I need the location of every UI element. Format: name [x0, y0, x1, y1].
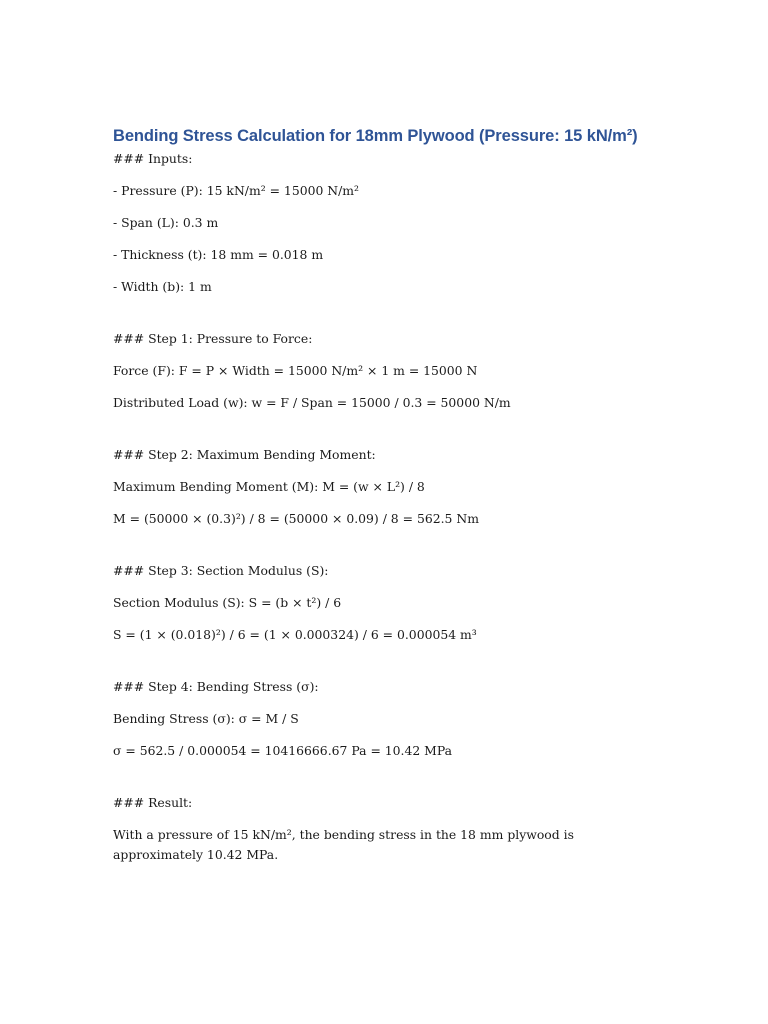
input-span: - Span (L): 0.3 m	[113, 215, 219, 230]
step3-modulus-formula: Section Modulus (S): S = (b × t²) / 6	[113, 595, 342, 610]
step1-distributed-load: Distributed Load (w): w = F / Span = 15000 / 0.3 = 50000 N/m	[113, 395, 511, 410]
step3-heading: ### Step 3: Section Modulus (S):	[113, 563, 329, 578]
input-pressure: - Pressure (P): 15 kN/m² = 15000 N/m²	[113, 183, 360, 198]
input-width: - Width (b): 1 m	[113, 279, 212, 294]
document-title: Bending Stress Calculation for 18mm Plywood (Pressure: 15 kN/m²)	[113, 127, 638, 145]
document-body	[113, 124, 653, 865]
step2-moment-value: M = (50000 × (0.3)²) / 8 = (50000 × 0.09) / 8 = 562.5 Nm	[113, 511, 479, 526]
step4-stress-formula: Bending Stress (σ): σ = M / S	[113, 711, 299, 726]
step2-heading: ### Step 2: Maximum Bending Moment:	[113, 447, 376, 462]
result-text: With a pressure of 15 kN/m², the bending stress in the 18 mm plywood is approximately 10.42 MPa.	[113, 827, 574, 862]
step1-force: Force (F): F = P × Width = 15000 N/m² × 1 m = 15000 N	[113, 363, 478, 378]
input-thickness: - Thickness (t): 18 mm = 0.018 m	[113, 247, 324, 262]
step2-moment-formula: Maximum Bending Moment (M): M = (w × L²) / 8	[113, 479, 425, 494]
step4-heading: ### Step 4: Bending Stress (σ):	[113, 679, 319, 694]
result-heading: ### Result:	[113, 795, 193, 810]
step1-heading: ### Step 1: Pressure to Force:	[113, 331, 313, 346]
step4-stress-value: σ = 562.5 / 0.000054 = 10416666.67 Pa = 10.42 MPa	[113, 743, 453, 758]
step3-modulus-value: S = (1 × (0.018)²) / 6 = (1 × 0.000324) / 6 = 0.000054 m³	[113, 627, 477, 642]
inputs-heading: ### Inputs:	[113, 151, 193, 166]
